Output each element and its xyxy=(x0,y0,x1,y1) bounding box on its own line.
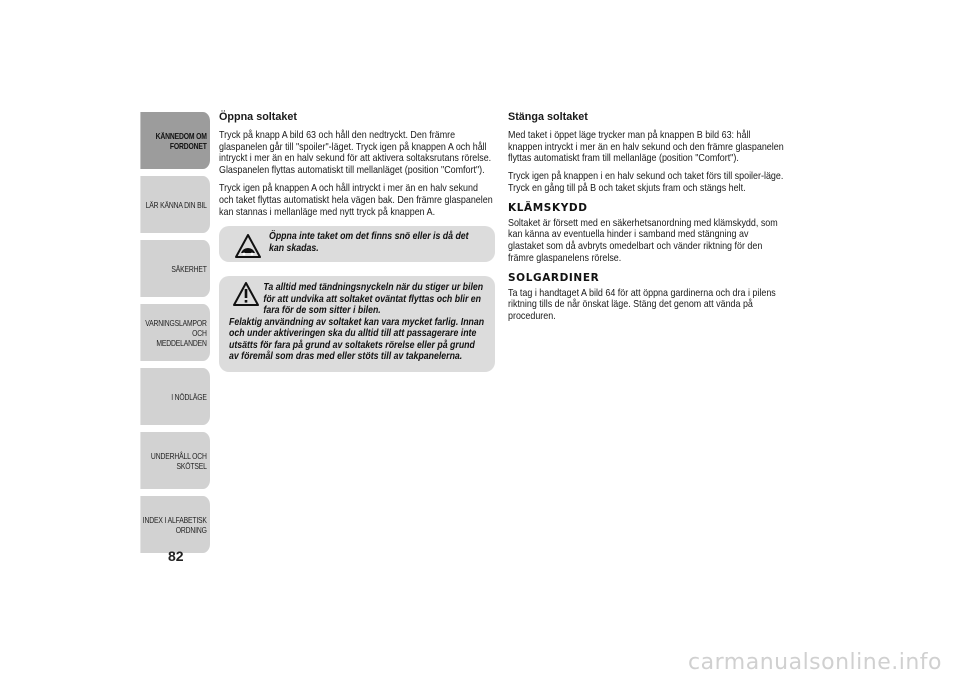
section-heading-oppna: Öppna soltaket xyxy=(219,111,297,123)
paragraph: Tryck igen på knappen i en halv sekund och taket förs till spoiler-läge. Tryck en gång till på B och taket skjuts fram och stängs helt. xyxy=(508,171,784,194)
section-heading-stanga: Stänga soltaket xyxy=(508,111,588,123)
notice-text-first: Ta alltid med tändningsnyckeln när du stiger ur bilen för att undvika att soltaket oväntat flyttas och blir en fara för de som sitter i bilen. xyxy=(263,282,484,317)
tab-sakerhet[interactable]: SÄKERHET xyxy=(140,240,210,297)
notice-box-snow xyxy=(219,226,495,262)
notice-box-key xyxy=(219,276,495,372)
notice-text: Öppna inte taket om det finns snö eller is då det kan skadas. xyxy=(269,231,469,254)
tab-lar-kanna-din-bil[interactable]: LÄR KÄNNA DIN BIL xyxy=(140,176,210,233)
tab-varningslampor[interactable]: VARNINGSLAMPOR OCH MEDDELANDEN xyxy=(140,304,210,361)
page-number: 82 xyxy=(168,548,184,564)
paragraph: Tryck igen på knappen A och håll intryckt i mer än en halv sekund och taket flyttas automatiskt hela vägen bak. Den främre glaspanelen kan stannas i mellanläge med nytt tryck på knappen A. xyxy=(219,182,493,218)
section-heading-solgardiner: SOLGARDINER xyxy=(508,271,600,284)
paragraph: Med taket i öppet läge trycker man på knappen B bild 63: håll knappen intryckt i mer än en halv sekund och den främre glaspanelen flyttas automatiskt fram till mellanläge (position "Comfort"). xyxy=(508,129,784,165)
left-column xyxy=(219,112,495,372)
tab-kannedom-om-fordonet[interactable]: KÄNNEDOM OM FORDONET xyxy=(140,112,210,169)
tab-underhall-och-skotsel[interactable]: UNDERHÅLL OCH SKÖTSEL xyxy=(140,432,210,489)
paragraph: Ta tag i handtaget A bild 64 för att öppna gardinerna och dra i pilens riktning tills de når önskat läge. Stäng det genom att vända på proceduren. xyxy=(508,287,776,323)
paragraph: Tryck på knapp A bild 63 och håll den nedtryckt. Den främre glaspanelen går till "spoiler"-läget. Tryck igen på knappen A och håll intryckt i mer än en halv sekund för att aktivera soltaksrutans rörelse. Glaspanelen flyttas automatiskt till mellanläget (position "Comfort"). xyxy=(219,129,492,177)
watermark: carmanualsonline.info xyxy=(688,650,942,675)
tab-i-nodlage[interactable]: I NÖDLÄGE xyxy=(140,368,210,425)
section-heading-klamskydd: KLÄMSKYDD xyxy=(508,201,588,214)
notice-text-block xyxy=(229,282,486,363)
notice-text-rest: Felaktig användning av soltaket kan vara mycket farlig. Innan och under aktiveringen ska du alltid till att passagerare inte utsätts för fara på grund av soltakets rörelse eller på grund av föremål som dras med eller stöts till av takpanelerna. xyxy=(229,316,485,363)
right-column xyxy=(508,112,786,329)
paragraph: Soltaket är försett med en säkerhetsanordning med klämskydd, som kan känna av eventuella hinder i samband med stängning av glastaket som då avbryts omedelbart och vänder riktning för den främre glaspanelens rörelse. xyxy=(508,217,778,264)
car-damage-icon xyxy=(235,234,261,258)
tab-index[interactable]: INDEX I ALFABETISK ORDNING xyxy=(140,496,210,553)
